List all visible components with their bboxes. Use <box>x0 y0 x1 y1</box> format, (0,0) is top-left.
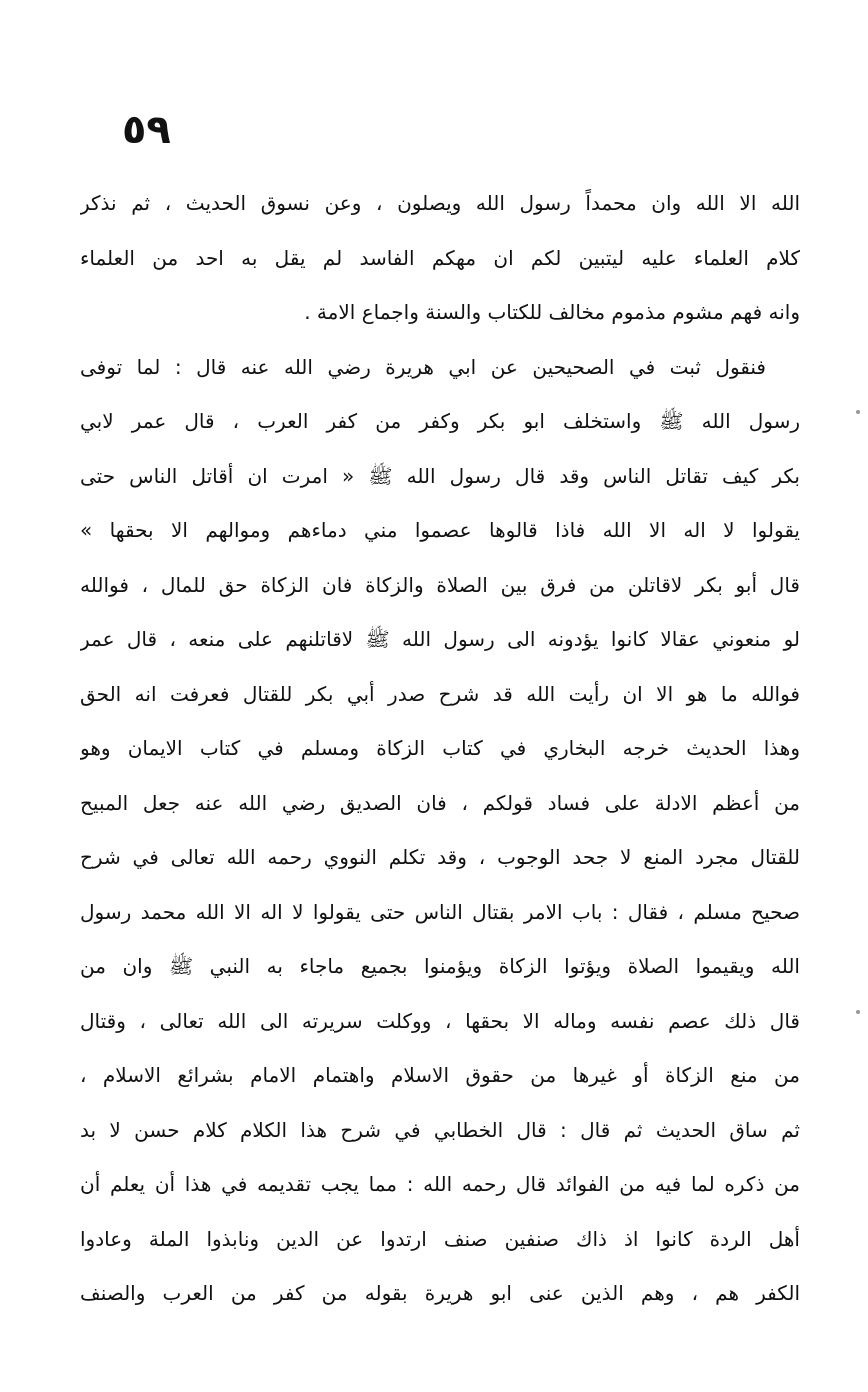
text-line-18: ثم ساق الحديث ثم قال : قال الخطابي في شرح هذا الكلام كلام حسن لا بد <box>80 1117 800 1142</box>
text-line-11: وهذا الحديث خرجه البخاري في كتاب الزكاة ومسلم في كتاب الايمان وهو <box>80 736 800 760</box>
text-line-3: وانه فهم مشوم مذموم مخالف للكتاب والسنة واجماع الامة . <box>304 300 800 324</box>
scan-speck <box>856 410 860 414</box>
text-line-15: الله ويقيموا الصلاة ويؤتوا الزكاة ويؤمنوا بجميع ماجاء به النبي ﷺ وان من <box>80 954 800 978</box>
scan-speck <box>856 1010 860 1014</box>
text-line-14: صحيح مسلم ، فقال : باب الامر بقتال الناس حتى يقولوا لا اله الا الله محمد رسول <box>80 899 800 924</box>
text-line-19: من ذكره لما فيه من الفوائد قال رحمه الله : مما يجب تقديمه في هذا أن يعلم أن <box>80 1172 800 1196</box>
text-line-10: فوالله ما هو الا ان رأيت الله قد شرح صدر أبي بكر للقتال فعرفت انه الحق <box>80 681 800 706</box>
text-line-8: قال أبو بكر لاقاتلن من فرق بين الصلاة والزكاة فان الزكاة حق للمال ، فوالله <box>80 572 800 597</box>
text-line-9: لو منعوني عقالا كانوا يؤدونه الى رسول الله ﷺ لاقاتلنهم على منعه ، قال عمر <box>80 627 800 651</box>
text-line-21: الكفر هم ، وهم الذين عنى ابو هريرة بقوله من كفر من العرب والصنف <box>80 1281 800 1305</box>
text-line-6: بكر كيف تقاتل الناس وقد قال رسول الله ﷺ « امرت ان أقاتل الناس حتى <box>80 463 800 488</box>
text-line-4: فنقول ثبت في الصحيحين عن ابي هريرة رضي الله عنه قال : لما توفى <box>80 354 766 379</box>
text-line-20: أهل الردة كانوا اذ ذاك صنفين صنف ارتدوا عن الدين ونابذوا الملة وعادوا <box>80 1226 800 1251</box>
text-line-16: قال ذلك عصم نفسه وماله الا بحقها ، ووكلت سريرته الى الله تعالى ، وقتال <box>80 1008 800 1033</box>
text-line-17: من منع الزكاة أو غيرها من حقوق الاسلام واهتمام الامام بشرائع الاسلام ، <box>80 1063 800 1087</box>
text-line-1: الله الا الله وان محمداً رسول الله ويصلون ، وعن نسوق الحديث ، ثم نذكر <box>80 191 800 215</box>
text-line-7: يقولوا لا اله الا الله فاذا قالوها عصموا مني دماءهم وموالهم الا بحقها » <box>80 518 800 542</box>
text-line-12: من أعظم الادلة على فساد قولكم ، فان الصديق رضي الله عنه جعل المبيح <box>80 790 800 815</box>
text-line-2: كلام العلماء عليه ليتبين لكم ان مهكم الفاسد لم يقل به احد من العلماء <box>80 245 800 270</box>
body-text <box>80 176 800 1321</box>
page-number: ٥٩ <box>122 107 171 153</box>
text-line-13: للقتال مجرد المنع لا جحد الوجوب ، وقد تكلم النووي رحمه الله تعالى في شرح <box>80 845 800 869</box>
text-line-5: رسول الله ﷺ واستخلف ابو بكر وكفر من كفر العرب ، قال عمر لابي <box>80 409 800 433</box>
